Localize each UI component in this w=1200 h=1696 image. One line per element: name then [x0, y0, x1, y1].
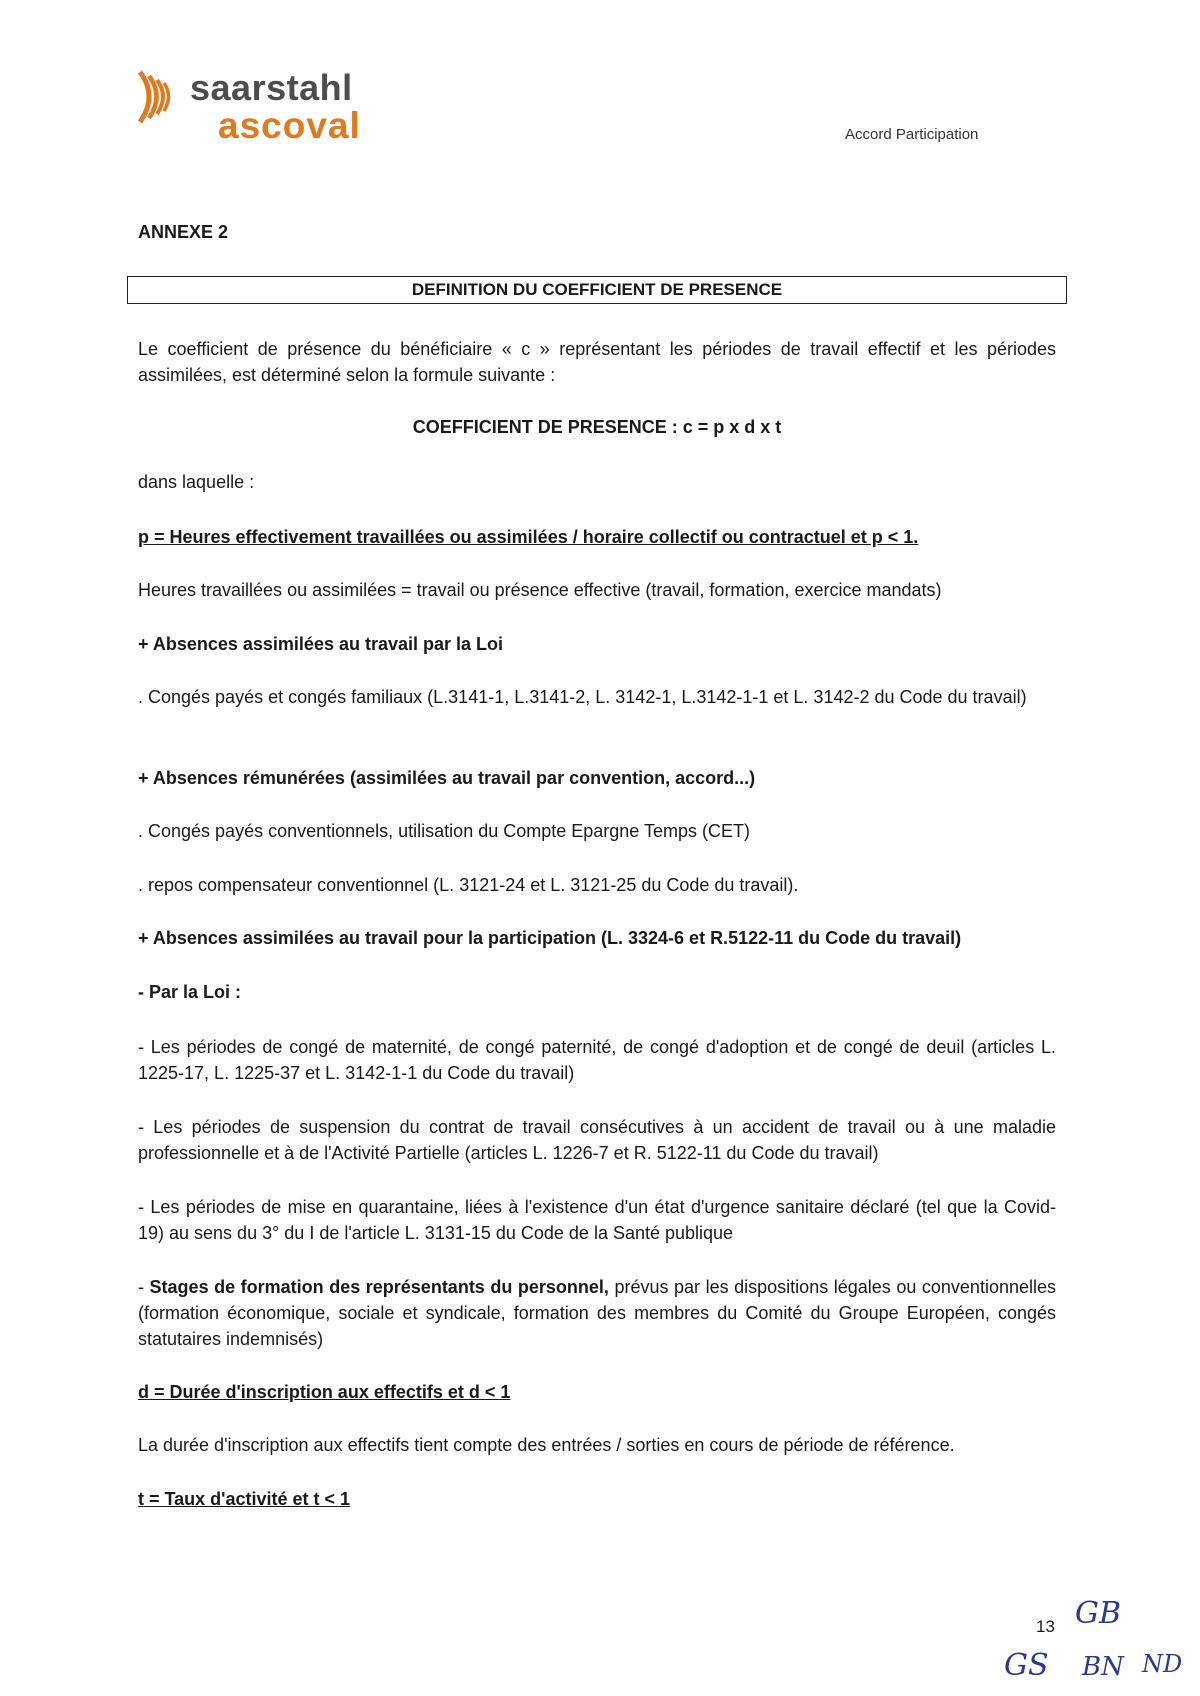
- stages-rest: prévus par les dispositions légales ou conventionnelles (formation économique, sociale et syndicale, formation des membres du Comité du Groupe Européen, congés statutaires indemnisés): [138, 1277, 1056, 1349]
- initials-gs: GS: [1004, 1648, 1049, 1683]
- conges-conventionnels-item: . Congés payés conventionnels, utilisation du Compte Epargne Temps (CET): [138, 821, 750, 841]
- t-definition: [138, 1486, 1056, 1512]
- par-la-loi: - Par la Loi :: [138, 982, 242, 1002]
- annex-title: ANNEXE 2: [138, 222, 229, 242]
- initials-bn: BN: [1082, 1652, 1124, 1682]
- document-label: Accord Participation: [845, 126, 979, 143]
- absences-participation-heading: + Absences assimilées au travail pour la participation (L. 3324-6 et R.5122-11 du Code du travail): [138, 928, 962, 948]
- section-title: DEFINITION DU COEFFICIENT DE PRESENCE: [411, 280, 783, 299]
- logo-swoosh-icon: [134, 66, 192, 126]
- dans-laquelle: dans laquelle :: [138, 472, 255, 492]
- intro-paragraph: Le coefficient de présence du bénéficiaire « c » représentant les périodes de travail effectif et les périodes assimilées, est déterminé selon la formule suivante :: [138, 339, 1056, 385]
- stages-item: [138, 1274, 1056, 1352]
- maternite-item: - Les périodes de congé de maternité, de congé paternité, de congé d'adoption et de congé de deuil (articles L. 1225-17, L. 1225-37 et L. 3142-1-1 du Code du travail): [138, 1037, 1056, 1083]
- p-definition: [138, 524, 1056, 550]
- logo-text-saarstahl: saarstahl: [190, 67, 353, 108]
- initials-nd: ND: [1142, 1650, 1183, 1678]
- conges-payes-item: . Congés payés et congés familiaux (L.3141-1, L.3141-2, L. 3142-1, L.3142-1-1 et L. 3142-2 du Code du travail): [138, 687, 1027, 707]
- initials-gb: GB: [1075, 1596, 1122, 1631]
- page-number: 13: [1036, 1617, 1055, 1636]
- stages-bold: Stages de formation des représentants du personnel,: [149, 1277, 609, 1297]
- repos-item: . repos compensateur conventionnel (L. 3121-24 et L. 3121-25 du Code du travail).: [138, 875, 799, 895]
- p-definition-text: p = Heures effectivement travaillées ou assimilées / horaire collectif ou contractuel et p < 1.: [138, 527, 919, 547]
- section-title-box: [127, 276, 1067, 304]
- heures-line: Heures travaillées ou assimilées = travail ou présence effective (travail, formation, exercice mandats): [138, 580, 942, 600]
- d-definition-text: d = Durée d'inscription aux effectifs et d < 1: [138, 1382, 511, 1402]
- duree-line: La durée d'inscription aux effectifs tient compte des entrées / sorties en cours de période de référence.: [138, 1435, 955, 1455]
- t-definition-text: t = Taux d'activité et t < 1: [138, 1489, 351, 1509]
- quarantaine-item: - Les périodes de mise en quarantaine, liées à l'existence d'un état d'urgence sanitaire déclaré (tel que la Covid-19) au sens du 3° du I de l'article L. 3131-15 du Code de la Santé publique: [138, 1197, 1056, 1243]
- d-definition: [138, 1379, 1056, 1405]
- formula: COEFFICIENT DE PRESENCE : c = p x d x t: [412, 417, 782, 437]
- absences-remunerees-heading: + Absences rémunérées (assimilées au travail par convention, accord...): [138, 768, 756, 788]
- absences-loi-heading: + Absences assimilées au travail par la Loi: [138, 634, 504, 654]
- suspension-item: - Les périodes de suspension du contrat de travail consécutives à un accident de travail ou à une maladie professionnelle et à de l'Activité Partielle (articles L. 1226-7 et R. 5122-11 du Code du travail): [138, 1117, 1056, 1163]
- stages-prefix: -: [138, 1277, 150, 1297]
- logo-text-ascoval: ascoval: [218, 105, 361, 146]
